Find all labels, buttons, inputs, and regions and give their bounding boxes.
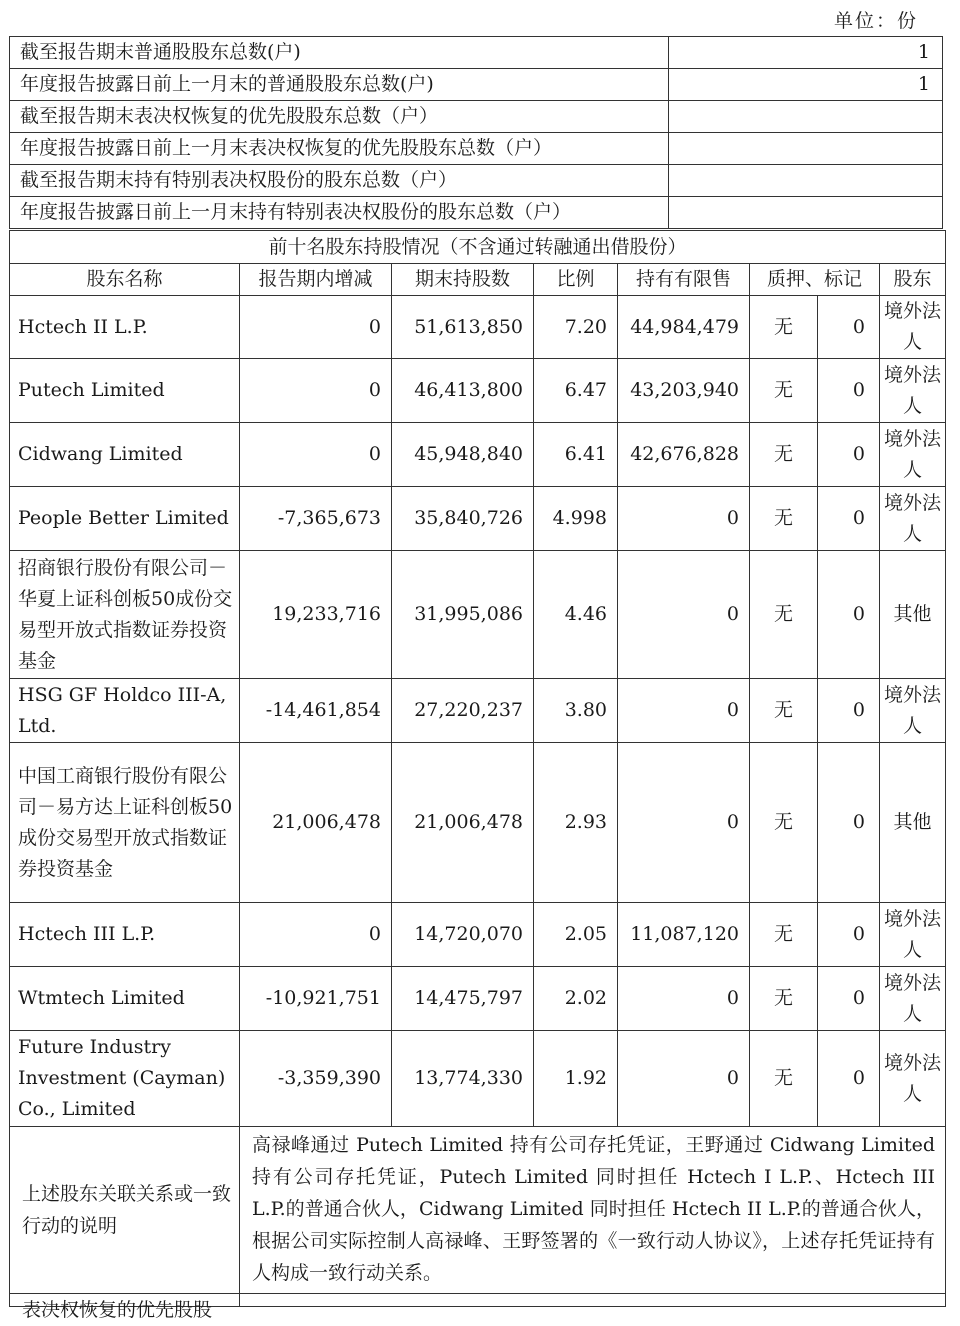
- pledge-status: 无: [750, 743, 818, 903]
- top-ten-shareholders-table: [9, 230, 946, 1321]
- holder-shares: 35,840,726: [392, 487, 534, 551]
- holder-shares: 14,475,797: [392, 967, 534, 1031]
- table-row: [10, 551, 946, 679]
- summary-value: 1: [669, 69, 943, 101]
- holder-shares: 31,995,086: [392, 551, 534, 679]
- table-row: [10, 743, 946, 903]
- shareholder-count-table: [9, 36, 943, 229]
- holder-change: 0: [240, 423, 392, 487]
- holder-change: 21,006,478: [240, 743, 392, 903]
- pledge-status: 无: [750, 679, 818, 743]
- pledge-status: 无: [750, 423, 818, 487]
- holder-change: 0: [240, 903, 392, 967]
- table-row: [10, 967, 946, 1031]
- holder-restricted: 43,203,940: [618, 359, 750, 423]
- holder-type: 境外法人: [880, 296, 946, 359]
- holder-change: 19,233,716: [240, 551, 392, 679]
- holder-name: Hctech III L.P.: [10, 903, 240, 967]
- holder-change: -7,365,673: [240, 487, 392, 551]
- relation-label: 上述股东关联关系或一致行动的说明: [10, 1127, 240, 1294]
- holder-ratio: 2.02: [534, 967, 618, 1031]
- holder-name: 中国工商银行股份有限公司－易方达上证科创板50成份交易型开放式指数证券投资基金: [10, 743, 240, 903]
- holder-name: HSG GF Holdco III-A, Ltd.: [10, 679, 240, 743]
- holder-name: Future Industry Investment (Cayman) Co., Limited: [10, 1031, 240, 1127]
- pledge-quantity: 0: [818, 679, 880, 743]
- summary-value: [669, 165, 943, 197]
- holder-change: 0: [240, 359, 392, 423]
- relation-text: 高禄峰通过 Putech Limited 持有公司存托凭证，王野通过 Cidwang Limited 持有公司存托凭证，Putech Limited 同时担任 Hctech I L.P.、Hctech III L.P.的普通合伙人，Cidwang Limited 同时担任 Hctech II L.P.的普通合伙人，根据公司实际控制人高禄峰、王野签署的《一致行动人协议》，上述存托凭证持有人构成一致行动关系。: [240, 1127, 946, 1294]
- holder-change: -10,921,751: [240, 967, 392, 1031]
- table-row: [10, 1031, 946, 1127]
- holder-ratio: 2.05: [534, 903, 618, 967]
- header-change: 报告期内增减: [240, 264, 392, 296]
- holder-shares: 45,948,840: [392, 423, 534, 487]
- holder-shares: 21,006,478: [392, 743, 534, 903]
- holder-restricted: 0: [618, 743, 750, 903]
- holder-name: 招商银行股份有限公司－华夏上证科创板50成份交易型开放式指数证券投资基金: [10, 551, 240, 679]
- header-pledge: 质押、标记: [750, 264, 880, 296]
- summary-value: 1: [669, 37, 943, 69]
- holder-ratio: 3.80: [534, 679, 618, 743]
- pledge-quantity: 0: [818, 359, 880, 423]
- table-row: [10, 423, 946, 487]
- pledge-quantity: 0: [818, 967, 880, 1031]
- pledge-status: 无: [750, 359, 818, 423]
- holder-ratio: 1.92: [534, 1031, 618, 1127]
- holder-type: 境外法人: [880, 679, 946, 743]
- holder-shares: 13,774,330: [392, 1031, 534, 1127]
- summary-value: [669, 101, 943, 133]
- cut-off-cell: [240, 1294, 946, 1307]
- holder-type: 境外法人: [880, 487, 946, 551]
- summary-row: [10, 37, 943, 69]
- holder-change: -14,461,854: [240, 679, 392, 743]
- holder-restricted: 42,676,828: [618, 423, 750, 487]
- summary-value: [669, 197, 943, 229]
- summary-value: [669, 133, 943, 165]
- pledge-quantity: 0: [818, 551, 880, 679]
- pledge-status: 无: [750, 487, 818, 551]
- cut-off-label: 表决权恢复的优先股股: [10, 1294, 240, 1307]
- summary-row: [10, 197, 943, 229]
- holder-shares: 14,720,070: [392, 903, 534, 967]
- holder-shares: 46,413,800: [392, 359, 534, 423]
- holder-restricted: 0: [618, 487, 750, 551]
- header-holder-type: 股东: [880, 264, 946, 296]
- cut-off-row: [10, 1294, 946, 1307]
- holder-type: 境外法人: [880, 967, 946, 1031]
- summary-row: [10, 133, 943, 165]
- summary-label: 截至报告期末持有特别表决权股份的股东总数（户）: [10, 165, 669, 197]
- holder-type: 境外法人: [880, 1031, 946, 1127]
- header-row: [10, 264, 946, 296]
- holder-ratio: 6.41: [534, 423, 618, 487]
- header-ratio: 比例: [534, 264, 618, 296]
- holder-type: 境外法人: [880, 423, 946, 487]
- summary-label: 年度报告披露日前上一月末表决权恢复的优先股股东总数（户）: [10, 133, 669, 165]
- table-row: [10, 679, 946, 743]
- holder-shares: 27,220,237: [392, 679, 534, 743]
- pledge-status: 无: [750, 296, 818, 359]
- table-row: [10, 359, 946, 423]
- pledge-quantity: 0: [818, 1031, 880, 1127]
- pledge-status: 无: [750, 1031, 818, 1127]
- holder-type: 其他: [880, 743, 946, 903]
- pledge-quantity: 0: [818, 903, 880, 967]
- header-name: 股东名称: [10, 264, 240, 296]
- relation-note-row: [10, 1127, 946, 1294]
- holder-shares: 51,613,850: [392, 296, 534, 359]
- header-restricted: 持有有限售: [618, 264, 750, 296]
- holder-type: 其他: [880, 551, 946, 679]
- holder-restricted: 44,984,479: [618, 296, 750, 359]
- summary-label: 截至报告期末普通股股东总数(户): [10, 37, 669, 69]
- pledge-status: 无: [750, 967, 818, 1031]
- pledge-status: 无: [750, 903, 818, 967]
- holder-restricted: 0: [618, 679, 750, 743]
- summary-label: 年度报告披露日前上一月末持有特别表决权股份的股东总数（户）: [10, 197, 669, 229]
- holder-name: Wtmtech Limited: [10, 967, 240, 1031]
- table-title-row: [10, 231, 946, 264]
- pledge-quantity: 0: [818, 423, 880, 487]
- unit-label: 单位：份: [833, 10, 918, 32]
- holder-ratio: 2.93: [534, 743, 618, 903]
- holder-ratio: 6.47: [534, 359, 618, 423]
- summary-row: [10, 165, 943, 197]
- holder-name: Cidwang Limited: [10, 423, 240, 487]
- holder-ratio: 7.20: [534, 296, 618, 359]
- summary-label: 截至报告期末表决权恢复的优先股股东总数（户）: [10, 101, 669, 133]
- holder-restricted: 11,087,120: [618, 903, 750, 967]
- holder-type: 境外法人: [880, 903, 946, 967]
- holder-restricted: 0: [618, 967, 750, 1031]
- pledge-status: 无: [750, 551, 818, 679]
- holder-name: Hctech II L.P.: [10, 296, 240, 359]
- summary-label: 年度报告披露日前上一月末的普通股股东总数(户): [10, 69, 669, 101]
- table-row: [10, 487, 946, 551]
- holder-ratio: 4.998: [534, 487, 618, 551]
- holder-type: 境外法人: [880, 359, 946, 423]
- holder-name: People Better Limited: [10, 487, 240, 551]
- pledge-quantity: 0: [818, 296, 880, 359]
- summary-row: [10, 69, 943, 101]
- pledge-quantity: 0: [818, 487, 880, 551]
- table-title: 前十名股东持股情况（不含通过转融通出借股份）: [10, 231, 946, 264]
- holder-change: 0: [240, 296, 392, 359]
- holder-name: Putech Limited: [10, 359, 240, 423]
- pledge-quantity: 0: [818, 743, 880, 903]
- header-shares: 期末持股数: [392, 264, 534, 296]
- holder-restricted: 0: [618, 1031, 750, 1127]
- holder-ratio: 4.46: [534, 551, 618, 679]
- holder-change: -3,359,390: [240, 1031, 392, 1127]
- table-row: [10, 903, 946, 967]
- holder-restricted: 0: [618, 551, 750, 679]
- summary-row: [10, 101, 943, 133]
- table-row: [10, 296, 946, 359]
